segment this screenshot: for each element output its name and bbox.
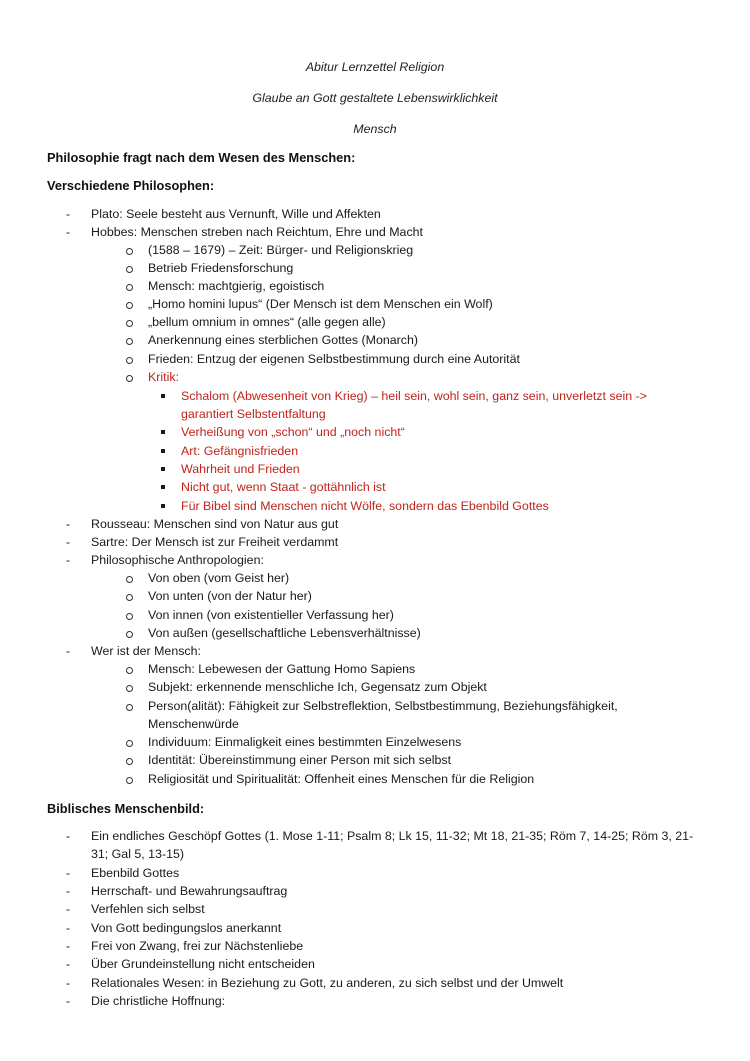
list-item: Über Grundeinstellung nicht entscheiden bbox=[91, 957, 315, 971]
list-item: Ebenbild Gottes bbox=[91, 866, 180, 880]
dash-marker: - bbox=[66, 921, 71, 935]
circle-bullet-icon bbox=[126, 613, 133, 620]
list-item: Von unten (von der Natur her) bbox=[148, 589, 312, 603]
list-item-anthropologien: Philosophische Anthropologien: bbox=[91, 553, 264, 567]
list-item-wer-ist-der-mensch: Wer ist der Mensch: bbox=[91, 644, 201, 658]
circle-bullet-icon bbox=[126, 685, 133, 692]
circle-bullet-icon bbox=[126, 594, 133, 601]
list-item: Von oben (vom Geist her) bbox=[148, 571, 290, 585]
list-item-rousseau: Rousseau: Menschen sind von Natur aus gut bbox=[91, 517, 339, 531]
list-item: Von außen (gesellschaftliche Lebensverhältnisse) bbox=[148, 626, 421, 640]
list-item: Mensch: Lebewesen der Gattung Homo Sapiens bbox=[148, 662, 416, 676]
doc-title: Abitur Lernzettel Religion bbox=[305, 60, 445, 74]
list-item: Frieden: Entzug der eigenen Selbstbestimmung durch eine Autorität bbox=[148, 352, 520, 366]
list-item-sartre: Sartre: Der Mensch ist zur Freiheit verdammt bbox=[91, 535, 339, 549]
circle-bullet-icon bbox=[126, 338, 133, 345]
dash-marker: - bbox=[66, 553, 71, 567]
list-item: Anerkennung eines sterblichen Gottes (Monarch) bbox=[148, 333, 418, 347]
dash-marker: - bbox=[66, 994, 71, 1008]
section-heading-philosophie: Philosophie fragt nach dem Wesen des Menschen: bbox=[47, 150, 356, 165]
dash-marker: - bbox=[66, 225, 71, 239]
list-item-continued: Menschenwürde bbox=[148, 717, 239, 731]
circle-bullet-icon bbox=[126, 266, 133, 273]
list-item: Die christliche Hoffnung: bbox=[91, 994, 226, 1008]
list-item-continued: 31; Gal 5, 13-15) bbox=[91, 847, 184, 861]
circle-bullet-icon bbox=[126, 302, 133, 309]
list-item: Religiosität und Spiritualität: Offenheit eines Menschen für die Religion bbox=[148, 772, 535, 786]
circle-bullet-icon bbox=[126, 357, 133, 364]
kritik-item: Art: Gefängnisfrieden bbox=[181, 444, 299, 458]
dash-marker: - bbox=[66, 644, 71, 658]
list-item: Herrschaft- und Bewahrungsauftrag bbox=[91, 884, 288, 898]
list-item: Mensch: machtgierig, egoistisch bbox=[148, 279, 325, 293]
square-bullet-icon bbox=[161, 504, 165, 508]
dash-marker: - bbox=[66, 866, 71, 880]
kritik-item-continued: garantiert Selbstentfaltung bbox=[181, 407, 326, 421]
circle-bullet-icon bbox=[126, 320, 133, 327]
list-item: Individuum: Einmaligkeit eines bestimmten Einzelwesens bbox=[148, 735, 462, 749]
circle-bullet-icon bbox=[126, 631, 133, 638]
section-heading-biblisch: Biblisches Menschenbild: bbox=[47, 801, 205, 816]
dash-marker: - bbox=[66, 976, 71, 990]
circle-bullet-icon bbox=[126, 667, 133, 674]
square-bullet-icon bbox=[161, 430, 165, 434]
circle-bullet-icon bbox=[126, 758, 133, 765]
list-item: Person(alität): Fähigkeit zur Selbstreflektion, Selbstbestimmung, Beziehungsfähigkeit, bbox=[148, 699, 618, 713]
circle-bullet-icon bbox=[126, 777, 133, 784]
doc-topic: Mensch bbox=[353, 122, 397, 136]
square-bullet-icon bbox=[161, 394, 165, 398]
kritik-item: Wahrheit und Frieden bbox=[181, 462, 300, 476]
list-item-hobbes: Hobbes: Menschen streben nach Reichtum, Ehre und Macht bbox=[91, 225, 423, 239]
circle-bullet-icon bbox=[126, 740, 133, 747]
circle-bullet-icon bbox=[126, 704, 133, 711]
subheading-philosophen: Verschiedene Philosophen: bbox=[47, 178, 215, 193]
square-bullet-icon bbox=[161, 485, 165, 489]
dash-marker: - bbox=[66, 207, 71, 221]
square-bullet-icon bbox=[161, 467, 165, 471]
circle-bullet-icon bbox=[126, 375, 133, 382]
dash-marker: - bbox=[66, 939, 71, 953]
kritik-label: Kritik: bbox=[148, 370, 179, 384]
circle-bullet-icon bbox=[126, 576, 133, 583]
dash-marker: - bbox=[66, 517, 71, 531]
list-item-plato: Plato: Seele besteht aus Vernunft, Wille und Affekten bbox=[91, 207, 381, 221]
list-item: Verfehlen sich selbst bbox=[91, 902, 205, 916]
circle-bullet-icon bbox=[126, 248, 133, 255]
list-item: Frei von Zwang, frei zur Nächstenliebe bbox=[91, 939, 304, 953]
kritik-item: Für Bibel sind Menschen nicht Wölfe, sondern das Ebenbild Gottes bbox=[181, 499, 549, 513]
dash-marker: - bbox=[66, 902, 71, 916]
kritik-item: Nicht gut, wenn Staat - gottähnlich ist bbox=[181, 480, 386, 494]
dash-marker: - bbox=[66, 884, 71, 898]
list-item: Von Gott bedingungslos anerkannt bbox=[91, 921, 282, 935]
list-item: Ein endliches Geschöpf Gottes (1. Mose 1-11; Psalm 8; Lk 15, 11-32; Mt 18, 21-35; Röm 7, 14-25; Röm 3, 21- bbox=[91, 829, 694, 843]
doc-subtitle: Glaube an Gott gestaltete Lebenswirklichkeit bbox=[252, 91, 498, 105]
list-item: Betrieb Friedensforschung bbox=[148, 261, 294, 275]
list-item: Subjekt: erkennende menschliche Ich, Gegensatz zum Objekt bbox=[148, 680, 487, 694]
dash-marker: - bbox=[66, 829, 71, 843]
circle-bullet-icon bbox=[126, 284, 133, 291]
list-item: Identität: Übereinstimmung einer Person mit sich selbst bbox=[148, 753, 452, 767]
dash-marker: - bbox=[66, 957, 71, 971]
list-item: „bellum omnium in omnes“ (alle gegen alle) bbox=[148, 315, 386, 329]
square-bullet-icon bbox=[161, 449, 165, 453]
kritik-item: Schalom (Abwesenheit von Krieg) – heil sein, wohl sein, ganz sein, unverletzt sein -> bbox=[181, 389, 647, 403]
list-item: Relationales Wesen: in Beziehung zu Gott, zu anderen, zu sich selbst und der Umwelt bbox=[91, 976, 564, 990]
list-item: (1588 – 1679) – Zeit: Bürger- und Religionskrieg bbox=[148, 243, 414, 257]
kritik-item: Verheißung von „schon“ und „noch nicht“ bbox=[181, 425, 405, 439]
dash-marker: - bbox=[66, 535, 71, 549]
list-item: „Homo homini lupus“ (Der Mensch ist dem Menschen ein Wolf) bbox=[148, 297, 493, 311]
list-item: Von innen (von existentieller Verfassung her) bbox=[148, 608, 394, 622]
